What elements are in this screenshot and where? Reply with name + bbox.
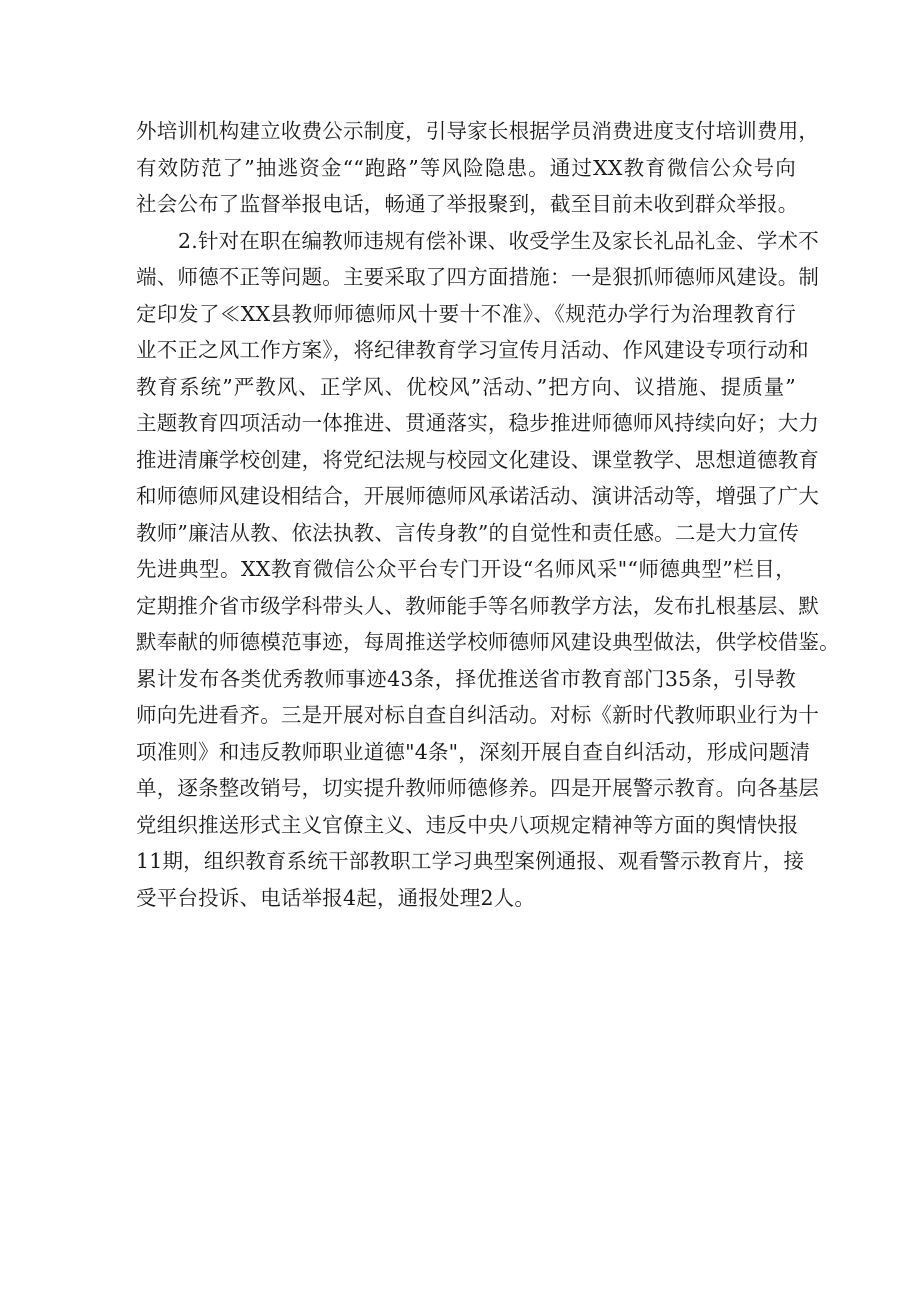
paragraph-line: 端、师德不正等问题。主要采取了四方面措施：一是狠抓师德师风建设。制 [136,265,820,289]
paragraph-line: 11期，组织教育系统干部教职工学习典型案例通报、观看警示教育片，接 [136,849,805,873]
paragraph-line: 有效防范了”抽逃资金““跑路”等风险隐患。通过XX教育微信公众号向 [136,155,796,180]
paragraph-line: 社会公布了监督举报电话，畅通了举报聚到，截至目前未收到群众举报。 [136,192,799,216]
paragraph-1 [136,113,820,223]
paragraph-2 [136,223,840,917]
paragraph-line: 定印发了≪XX县教师师德师风十要十不准》、《规范办学行为治理教育行 [136,301,796,326]
paragraph-line: 项准则》和违反教师职业道德"4条"，深刻开展自查自纠活动，形成问题清 [136,739,811,764]
paragraph-line: 和师德师风建设相结合，开展师德师风承诺活动、演讲活动等，增强了广大 [136,484,820,508]
paragraph-line: 定期推介省市级学科带头人、教师能手等名师教学方法，发布扎根基层、默 [136,593,820,618]
paragraph-line: 默奉献的师德模范事迹，每周推送学校师德师风建设典型做法，供学校借鉴。 [136,630,840,654]
paragraph-line: 外培训机构建立收费公示制度，引导家长根据学员消费进度支付培训费用， [136,119,820,143]
paragraph-line: 师向先进看齐。三是开展对标自查自纠活动。对标《新时代教师职业行为十 [136,703,820,727]
paragraph-line: 受平台投诉、电话举报4起，通报处理2人。 [136,885,536,910]
paragraph-line: 单，逐条整改销号，切实提升教师师德修养。四是开展警示教育。向各基层 [136,776,820,800]
paragraph-line: 教育系统”严教风、正学风、优校风”活动、”把方向、议措施、提质量” [136,374,796,399]
paragraph-line: 主题教育四项活动一体推进、贯通落实，稳步推进师德师风持续向好；大力 [136,411,820,435]
paragraph-line: 2.针对在职在编教师违规有偿补课、收受学生及家长礼品礼金、学术不 [178,228,819,253]
paragraph-line: 累计发布各类优秀教师事迹43条，择优推送省市教育部门35条，引导教 [136,666,796,691]
paragraph-line: 教师”廉洁从教、依法执教、言传身教”的自觉性和责任感。二是大力宣传 [136,520,800,545]
document-body [136,113,840,916]
paragraph-line: 推进清廉学校创建，将党纪法规与校园文化建设、课堂教学、思想道德教育 [136,447,820,472]
paragraph-line: 先进典型。XX教育微信公众平台专门开设“名师风采"“师德典型”栏目， [136,557,796,581]
paragraph-line: 党组织推送形式主义官僚主义、违反中央八项规定精神等方面的舆情快报 [136,812,799,837]
paragraph-line: 业不正之风工作方案》，将纪律教育学习宣传月活动、作风建设专项行动和 [136,338,809,362]
